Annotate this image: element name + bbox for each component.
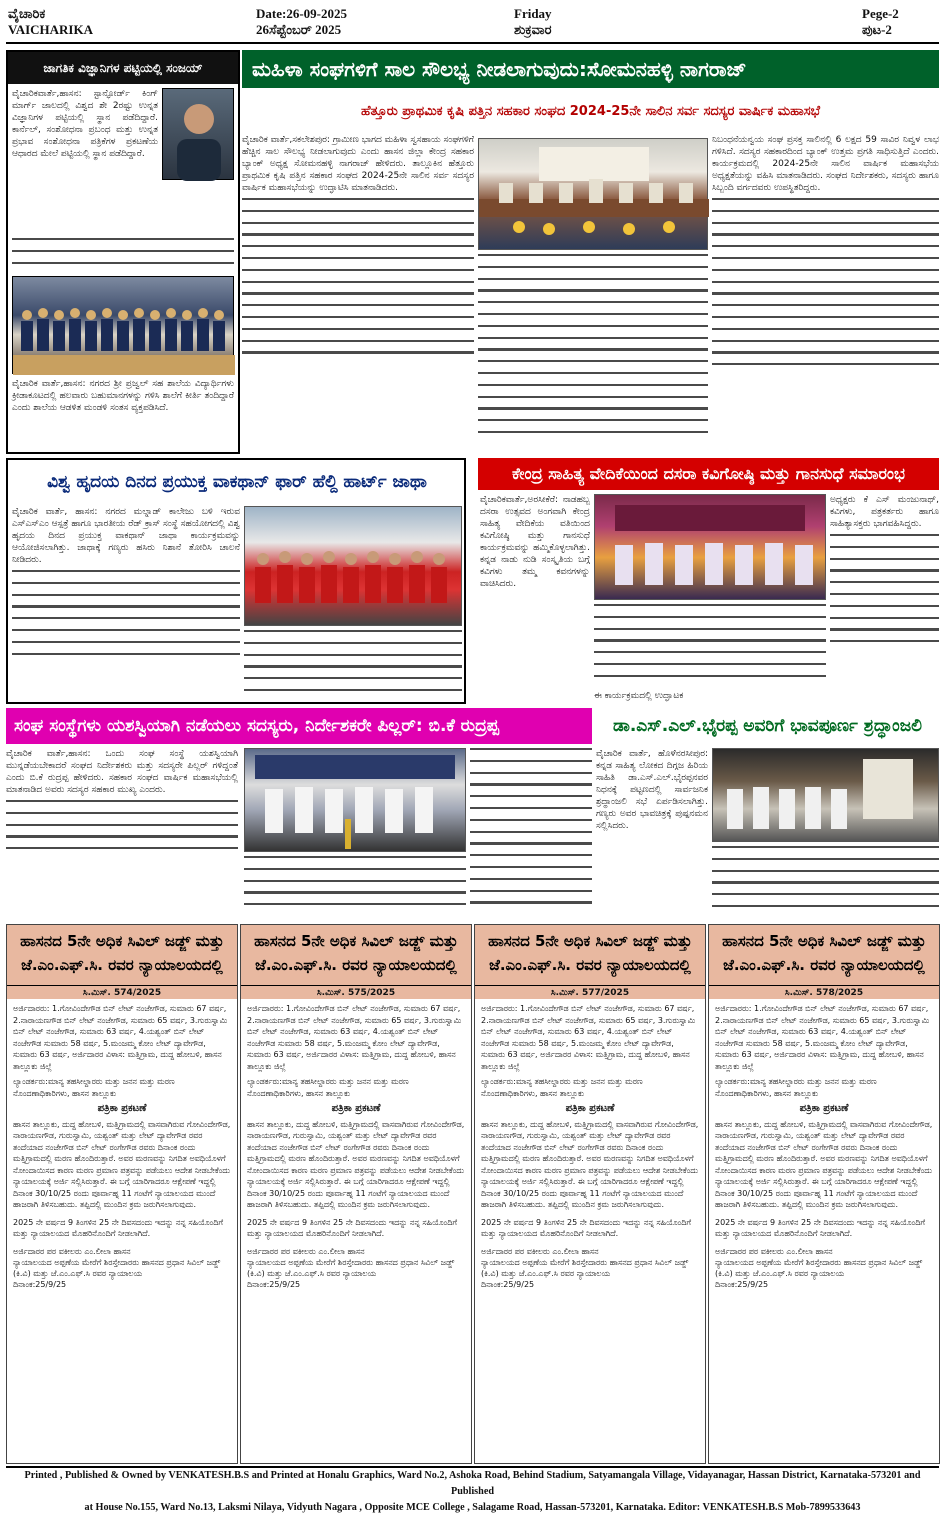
notice-date: ದಿನಾಂಕ:25/9/25 xyxy=(13,1279,67,1289)
story1-body: ವೈಚಾರಿಕವಾರ್ತೆ,ಹಾಸನ: ಸ್ಟಾನ್ಫೋರ್ಡ್ ಕಿಂಗ್ ಮಾರ್ಗ್ ಜಾಲದಲ್ಲಿ ವಿಶ್ವದ ಶೇ 2ರಷ್ಟು ಉನ್ನತ ವಿಜ್ಞಾನಿಗಳ ಪಟ್ಟಿಯಲ್ಲಿ ಸ್ಥಾನ ಪಡೆದಿದ್ದಾರೆ. ಕಾರ್ನೆಲ್, ಸಂಶೋಧನಾ ಪ್ರಬಂಧ ಮತ್ತು ಉನ್ನತ ಪ್ರಭಾವ ಸಂಶೋಧನಾ ಪತ್ರಿಕೆಗಳ ಪ್ರಕಟಣೆಯ ಆಧಾರದ ಮೇಲೆ ಪಟ್ಟಿಯಲ್ಲಿ ಸ್ಥಾನ ಪಡೆದಿದ್ದಾರೆ. xyxy=(12,89,158,159)
notice-text: ಹಾಸನ ತಾಲ್ಲೂಕು, ದುದ್ದ ಹೋಬಳಿ, ಮತ್ತಿಗ್ರಾಮದಲ್ಲಿ ವಾಸವಾಗಿರುವ ಗೋವಿಂದೇಗೌಡ, ನಾರಾಯಣಗೌಡ, ಗುರುಸ್ವಾಮಿ, ಯಶ್ವಂತ್ ಮತ್ತು ಲೇಟ್ ದ್ಯಾವೇಗೌಡ ರವರ ತಂದೆಯಾದ ನಂಜೇಗೌಡ ಬಿನ್ ಲೇಟ್ ರಂಗೇಗೌಡ ರವರು ದಿನಾಂಕ ರಂದು ಮತ್ತಿಗ್ರಾಮದಲ್ಲಿ ಮರಣ ಹೊಂದಿರುತ್ತಾರೆ. ಅವರ ಮರಣವನ್ನು ನಿಗದಿತ ಅವಧಿಯೊಳಗೆ ನೋಂದಾಯಿಸದ ಕಾರಣ ಮರಣ ಪ್ರಮಾಣ ಪತ್ರವನ್ನು ಪಡೆಯಲು ಆದೇಶ ನೀಡಬೇಕೆಂದು ನ್ಯಾಯಾಲಯಕ್ಕೆ ಅರ್ಜಿ ಸಲ್ಲಿಸಿರುತ್ತಾರೆ. ಈ ಬಗ್ಗೆ ಯಾರಿಗಾದರೂ ಆಕ್ಷೇಪಣೆ ಇದ್ದಲ್ಲಿ ದಿನಾಂಕ 30/10/25 ರಂದು ಪೂರ್ವಾಹ್ನ 11 ಗಂಟೆಗೆ ನ್ಯಾಯಾಲಯದ ಮುಂದೆ ಹಾಜರಾಗಿ ತಿಳಿಸಬಹುದು. ತಪ್ಪಿದಲ್ಲಿ ಮುಂದಿನ ಕ್ರಮ ಜರುಗಿಸಲಾಗುವುದು. xyxy=(13,1119,231,1209)
court-sign: ನ್ಯಾಯಾಲಯದ ಅಪ್ಪಣೆಯ ಮೇರೆಗೆ ಶಿರಸ್ತೇದಾರರು ಹಾಸನದ ಪ್ರಧಾನ ಸಿವಿಲ್ ಜಡ್ಜ್ (ಕಿ.ವಿ) ಮತ್ತು ಜೆ.ಎಂ.ಎಫ್.ಸಿ ರವರ ನ್ಯಾಯಾಲಯ xyxy=(13,1257,221,1278)
story5-body: ವೈಚಾರಿಕವಾರ್ತೆ,ಅರಸೀಕೆರೆ: ನಾಡಹಬ್ಬ ದಸರಾ ಉತ್ಸವದ ಅಂಗವಾಗಿ ಕೇಂದ್ರ ಸಾಹಿತ್ಯ ವೇದಿಕೆಯ ವತಿಯಿಂದ ಕವಿಗೋಷ್ಠಿ ಮತ್ತು ಗಾನಸುಧೆ ಕಾರ್ಯಕ್ರಮವನ್ನು ಹಮ್ಮಿಕೊಳ್ಳಲಾಗಿತ್ತು. ಕನ್ನಡ ನಾಡು ನುಡಿ ಸಂಸ್ಕೃತಿಯ ಬಗ್ಗೆ ಕವಿಗಳು ತಮ್ಮ ಕವನಗಳನ್ನು ವಾಚಿಸಿದರು. xyxy=(480,495,590,589)
masthead xyxy=(6,4,939,44)
case-number: ಸಿ.ಮಿಸ್. 574/2025 xyxy=(7,985,237,999)
legal-title: ಹಾಸನದ 5ನೇ ಅಧಿಕ ಸಿವಿಲ್ ಜಡ್ಜ್ ಮತ್ತು ಜೆ.ಎಂ.ಎಫ್.ಸಿ. ರವರ ನ್ಯಾಯಾಲಯದಲ್ಲಿ xyxy=(709,925,939,985)
cultural-event-icon xyxy=(595,495,827,601)
story1-text xyxy=(12,88,158,236)
story3-photo xyxy=(478,138,708,250)
story3-text-mid xyxy=(478,254,708,454)
legal-notice-3 xyxy=(474,924,706,1464)
court-sign: ನ್ಯಾಯಾಲಯದ ಅಪ್ಪಣೆಯ ಮೇರೆಗೆ ಶಿರಸ್ತೇದಾರರು ಹಾಸನದ ಪ್ರಧಾನ ಸಿವಿಲ್ ಜಡ್ಜ್ (ಕಿ.ವಿ) ಮತ್ತು ಜೆ.ಎಂ.ಎಫ್.ಸಿ ರವರ ನ್ಯಾಯಾಲಯ xyxy=(481,1257,689,1278)
story7-photo xyxy=(712,748,939,842)
given-line: 2025 ನೇ ವರ್ಷದ 9 ತಿಂಗಳಿನ 25 ನೇ ದಿವಸದಂದು ಇದನ್ನು ನನ್ನ ಸಹಿಯೊಂದಿಗೆ ಮತ್ತು ನ್ಯಾಯಾಲಯದ ಮೊಹರಿನೊಂದಿಗೆ ನೀಡಲಾಗಿದೆ. xyxy=(247,1217,458,1238)
story2-photo xyxy=(12,276,234,374)
legal-notice-4 xyxy=(708,924,940,1464)
given-line: 2025 ನೇ ವರ್ಷದ 9 ತಿಂಗಳಿನ 25 ನೇ ದಿವಸದಂದು ಇದನ್ನು ನನ್ನ ಸಹಿಯೊಂದಿಗೆ ಮತ್ತು ನ್ಯಾಯಾಲಯದ ಮೊಹರಿನೊಂದಿಗೆ ನೀಡಲಾಗಿದೆ. xyxy=(481,1217,692,1238)
issue-day xyxy=(514,4,862,42)
imprint-line-2: at House No.155, Ward No.13, Laksmi Nilaya, Vidyuth Nagara , Opposite MCE College , Salagame Road, Hassan-573201, Karnataka. Editor: VENKATESH.B.S Mob-7899533643 xyxy=(84,1502,861,1513)
notice-title: ಪತ್ರಿಕಾ ಪ್ರಕಟಣೆ xyxy=(97,1103,147,1114)
story3-text-left xyxy=(242,134,474,454)
story4-text xyxy=(12,506,240,700)
case-number: ಸಿ.ಮಿಸ್. 577/2025 xyxy=(475,985,705,999)
paper-name-en: VAICHARIKA xyxy=(8,22,93,37)
page-kn: ಪುಟ-2 xyxy=(862,22,892,37)
story4-headline: ವಿಶ್ವ ಹೃದಯ ದಿನದ ಪ್ರಯುಕ್ತ ವಾಕಥಾನ್ ಫಾರ್ ಹೆಲ್ದಿ ಹಾರ್ಟ್ ಜಾಥಾ xyxy=(47,472,427,492)
advocate: ಅರ್ಜಿದಾರರ ಪರ ವಕೀಲರು ಎಂ.ಲೀಲಾ ಹಾಸನ xyxy=(715,1246,833,1256)
respondent-details: ಲ್ಯಾಂಡರ್ಕರು:ಮಾನ್ಯ ತಹಸೀಲ್ದಾರರು ಮತ್ತು ಜನನ ಮತ್ತು ಮರಣ ನೊಂದಣಾಧಿಕಾರಿಗಳು, ಹಾಸನ ತಾಲ್ಲೂಕು xyxy=(715,1077,877,1098)
story7-text-cont xyxy=(712,846,939,918)
legal-title: ಹಾಸನದ 5ನೇ ಅಧಿಕ ಸಿವಿಲ್ ಜಡ್ಜ್ ಮತ್ತು ಜೆ.ಎಂ.ಎಫ್.ಸಿ. ರವರ ನ್ಯಾಯಾಲಯದಲ್ಲಿ xyxy=(7,925,237,985)
advocate: ಅರ್ಜಿದಾರರ ಪರ ವಕೀಲರು ಎಂ.ಲೀಲಾ ಹಾಸನ xyxy=(13,1246,131,1256)
applicant-details: ಅರ್ಜಿದಾರರು: 1.ಗೋವಿಂದೇಗೌಡ ಬಿನ್ ಲೇಟ್ ನಂಜೇಗೌಡ, ಸುಮಾರು 67 ವರ್ಷ, 2.ನಾರಾಯಣಗೌಡ ಬಿನ್ ಲೇಟ್ ನಂಜೇಗೌಡ, ಸುಮಾರು 65 ವರ್ಷ, 3.ಗುರುಸ್ವಾಮಿ ಬಿನ್ ಲೇಟ್ ನಂಜೇಗೌಡ, ಸುಮಾರು 63 ವರ್ಷ, 4.ಯಶ್ವಂತ್ ಬಿನ್ ಲೇಟ್ ನಂಜೇಗೌಡ ಸುಮಾರು 58 ವರ್ಷ, 5.ಮಂಜಮ್ಮ ಕೋಂ ಲೇಟ್ ದ್ಯಾವೇಗೌಡ, ಸುಮಾರು 63 ವರ್ಷ, ಅರ್ಜಿದಾರರ ವಿಳಾಸ: ಮತ್ತಿಗ್ರಾಮ, ದುದ್ದ ಹೋಬಳಿ, ಹಾಸನ ತಾಲ್ಲೂಕು ಜಿಲ್ಲೆ xyxy=(715,1004,930,1071)
legal-notice-2 xyxy=(240,924,472,1464)
story6-text-cont xyxy=(244,856,466,918)
advocate: ಅರ್ಜಿದಾರರ ಪರ ವಕೀಲರು ಎಂ.ಲೀಲಾ ಹಾಸನ xyxy=(481,1246,599,1256)
story2-caption-text: ವೈಚಾರಿಕ ವಾರ್ತೆ,ಹಾಸನ: ನಗರದ ಶ್ರೀ ಪ್ರಜ್ವಲ್ ಸಹ ಶಾಲೆಯ ವಿದ್ಯಾರ್ಥಿಗಳು ಕ್ರೀಡಾಕೂಟದಲ್ಲಿ ಹಲವಾರು ಬಹುಮಾನಗಳನ್ನು ಗಳಿಸಿ ಶಾಲೆಗೆ ಕೀರ್ತಿ ತಂದಿದ್ದಾರೆ ಎಂದು ಶಾಲೆಯ ಆಡಳಿತ ಮಂಡಳಿ ಸಂತಸ ವ್ಯಕ್ತಪಡಿಸಿದೆ. xyxy=(12,379,234,413)
notice-text: ಹಾಸನ ತಾಲ್ಲೂಕು, ದುದ್ದ ಹೋಬಳಿ, ಮತ್ತಿಗ್ರಾಮದಲ್ಲಿ ವಾಸವಾಗಿರುವ ಗೋವಿಂದೇಗೌಡ, ನಾರಾಯಣಗೌಡ, ಗುರುಸ್ವಾಮಿ, ಯಶ್ವಂತ್ ಮತ್ತು ಲೇಟ್ ದ್ಯಾವೇಗೌಡ ರವರ ತಂದೆಯಾದ ನಂಜೇಗೌಡ ಬಿನ್ ಲೇಟ್ ರಂಗೇಗೌಡ ರವರು ದಿನಾಂಕ ರಂದು ಮತ್ತಿಗ್ರಾಮದಲ್ಲಿ ಮರಣ ಹೊಂದಿರುತ್ತಾರೆ. ಅವರ ಮರಣವನ್ನು ನಿಗದಿತ ಅವಧಿಯೊಳಗೆ ನೋಂದಾಯಿಸದ ಕಾರಣ ಮರಣ ಪ್ರಮಾಣ ಪತ್ರವನ್ನು ಪಡೆಯಲು ಆದೇಶ ನೀಡಬೇಕೆಂದು ನ್ಯಾಯಾಲಯಕ್ಕೆ ಅರ್ಜಿ ಸಲ್ಲಿಸಿರುತ್ತಾರೆ. ಈ ಬಗ್ಗೆ ಯಾರಿಗಾದರೂ ಆಕ್ಷೇಪಣೆ ಇದ್ದಲ್ಲಿ ದಿನಾಂಕ 30/10/25 ರಂದು ಪೂರ್ವಾಹ್ನ 11 ಗಂಟೆಗೆ ನ್ಯಾಯಾಲಯದ ಮುಂದೆ ಹಾಜರಾಗಿ ತಿಳಿಸಬಹುದು. ತಪ್ಪಿದಲ್ಲಿ ಮುಂದಿನ ಕ್ರಮ ಜರುಗಿಸಲಾಗುವುದು. xyxy=(715,1119,933,1209)
story5-text xyxy=(480,494,590,702)
day-en: Friday xyxy=(514,6,552,21)
date-kn: 26ಸೆಪ್ಟೆಂಬರ್ 2025 xyxy=(256,22,342,37)
story4-photo xyxy=(244,506,462,626)
imprint-footer xyxy=(6,1466,939,1513)
given-line: 2025 ನೇ ವರ್ಷದ 9 ತಿಂಗಳಿನ 25 ನೇ ದಿವಸದಂದು ಇದನ್ನು ನನ್ನ ಸಹಿಯೊಂದಿಗೆ ಮತ್ತು ನ್ಯಾಯಾಲಯದ ಮೊಹರಿನೊಂದಿಗೆ ನೀಡಲಾಗಿದೆ. xyxy=(13,1217,224,1238)
story5-footnote: ಈ ಕಾರ್ಯಕ್ರಮದಲ್ಲಿ ಉದ್ಘಾಟಕ xyxy=(594,691,684,701)
story6-text-right xyxy=(470,748,592,918)
applicant-details: ಅರ್ಜಿದಾರರು: 1.ಗೋವಿಂದೇಗೌಡ ಬಿನ್ ಲೇಟ್ ನಂಜೇಗೌಡ, ಸುಮಾರು 67 ವರ್ಷ, 2.ನಾರಾಯಣಗೌಡ ಬಿನ್ ಲೇಟ್ ನಂಜೇಗೌಡ, ಸುಮಾರು 65 ವರ್ಷ, 3.ಗುರುಸ್ವಾಮಿ ಬಿನ್ ಲೇಟ್ ನಂಜೇಗೌಡ, ಸುಮಾರು 63 ವರ್ಷ, 4.ಯಶ್ವಂತ್ ಬಿನ್ ಲೇಟ್ ನಂಜೇಗೌಡ ಸುಮಾರು 58 ವರ್ಷ, 5.ಮಂಜಮ್ಮ ಕೋಂ ಲೇಟ್ ದ್ಯಾವೇಗೌಡ, ಸುಮಾರು 63 ವರ್ಷ, ಅರ್ಜಿದಾರರ ವಿಳಾಸ: ಮತ್ತಿಗ್ರಾಮ, ದುದ್ದ ಹೋಬಳಿ, ಹಾಸನ ತಾಲ್ಲೂಕು ಜಿಲ್ಲೆ xyxy=(13,1004,228,1071)
story1-text-cont xyxy=(12,238,234,272)
day-kn: ಶುಕ್ರವಾರ xyxy=(514,22,552,37)
respondent-details: ಲ್ಯಾಂಡರ್ಕರು:ಮಾನ್ಯ ತಹಸೀಲ್ದಾರರು ಮತ್ತು ಜನನ ಮತ್ತು ಮರಣ ನೊಂದಣಾಧಿಕಾರಿಗಳು, ಹಾಸನ ತಾಲ್ಲೂಕು xyxy=(13,1077,175,1098)
story6-text xyxy=(6,748,238,918)
notice-date: ದಿನಾಂಕ:25/9/25 xyxy=(247,1279,301,1289)
story6-headline: ಸಂಘ ಸಂಸ್ಥೆಗಳು ಯಶಸ್ವಿಯಾಗಿ ನಡೆಯಲು ಸದಸ್ಯರು, ನಿರ್ದೇಶಕರೇ ಪಿಲ್ಲರ್: ಬಿ.ಕೆ ರುದ್ರಪ್ಪ xyxy=(6,708,592,744)
applicant-details: ಅರ್ಜಿದಾರರು: 1.ಗೋವಿಂದೇಗೌಡ ಬಿನ್ ಲೇಟ್ ನಂಜೇಗೌಡ, ಸುಮಾರು 67 ವರ್ಷ, 2.ನಾರಾಯಣಗೌಡ ಬಿನ್ ಲೇಟ್ ನಂಜೇಗೌಡ, ಸುಮಾರು 65 ವರ್ಷ, 3.ಗುರುಸ್ವಾಮಿ ಬಿನ್ ಲೇಟ್ ನಂಜೇಗೌಡ, ಸುಮಾರು 63 ವರ್ಷ, 4.ಯಶ್ವಂತ್ ಬಿನ್ ಲೇಟ್ ನಂಜೇಗೌಡ ಸುಮಾರು 58 ವರ್ಷ, 5.ಮಂಜಮ್ಮ ಕೋಂ ಲೇಟ್ ದ್ಯಾವೇಗೌಡ, ಸುಮಾರು 63 ವರ್ಷ, ಅರ್ಜಿದಾರರ ವಿಳಾಸ: ಮತ್ತಿಗ್ರಾಮ, ದುದ್ದ ಹೋಬಳಿ, ಹಾಸನ ತಾಲ್ಲೂಕು ಜಿಲ್ಲೆ xyxy=(481,1004,696,1071)
left-column xyxy=(6,50,240,454)
advocate: ಅರ್ಜಿದಾರರ ಪರ ವಕೀಲರು ಎಂ.ಲೀಲಾ ಹಾಸನ xyxy=(247,1246,365,1256)
story3-headline: ಮಹಿಳಾ ಸಂಘಗಳಿಗೆ ಸಾಲ ಸೌಲಭ್ಯ ನೀಡಲಾಗುವುದು:ಸೋಮನಹಳ್ಳಿ ನಾಗರಾಜ್ xyxy=(242,50,939,88)
stage-event-icon xyxy=(479,139,709,251)
story3-left-body: ವೈಚಾರಿಕ ವಾರ್ತೆ,ಸಕಲೇಶಪುರ: ಗ್ರಾಮೀಣ ಭಾಗದ ಮಹಿಳಾ ಸ್ವಸಹಾಯ ಸಂಘಗಳಿಗೆ ಹೆಚ್ಚಿನ ಸಾಲ ಸೌಲಭ್ಯ ನೀಡಲಾಗುವುದು ಎಂದು ಹಾಸನ ಜಿಲ್ಲಾ ಕೇಂದ್ರ ಸಹಕಾರ ಬ್ಯಾಂಕ್ ಅಧ್ಯಕ್ಷ ಸೋಮನಹಳ್ಳಿ ನಾಗರಾಜ್ ಹೇಳಿದರು. ತಾಲ್ಲೂಕಿನ ಹೆತ್ತೂರು ಪ್ರಾಥಮಿಕ ಕೃಷಿ ಪತ್ತಿನ ಸಹಕಾರ ಸಂಘದ 2024-25ನೇ ಸಾಲಿನ ಸರ್ವ ಸದಸ್ಯರ ವಾರ್ಷಿಕ ಮಹಾಸಭೆಯನ್ನು ಉದ್ಘಾಟಿಸಿ ಮಾತನಾಡಿದರು. xyxy=(242,135,474,193)
case-number: ಸಿ.ಮಿಸ್. 578/2025 xyxy=(709,985,939,999)
paper-name xyxy=(6,4,256,42)
tribute-event-icon xyxy=(713,749,940,843)
notice-title: ಪತ್ರಿಕಾ ಪ್ರಕಟಣೆ xyxy=(331,1103,381,1114)
story5-text-mid xyxy=(594,604,826,688)
story5-box xyxy=(478,458,939,704)
lamp-lighting-icon xyxy=(245,749,467,853)
applicant-details: ಅರ್ಜಿದಾರರು: 1.ಗೋವಿಂದೇಗೌಡ ಬಿನ್ ಲೇಟ್ ನಂಜೇಗೌಡ, ಸುಮಾರು 67 ವರ್ಷ, 2.ನಾರಾಯಣಗೌಡ ಬಿನ್ ಲೇಟ್ ನಂಜೇಗೌಡ, ಸುಮಾರು 65 ವರ್ಷ, 3.ಗುರುಸ್ವಾಮಿ ಬಿನ್ ಲೇಟ್ ನಂಜೇಗೌಡ, ಸುಮಾರು 63 ವರ್ಷ, 4.ಯಶ್ವಂತ್ ಬಿನ್ ಲೇಟ್ ನಂಜೇಗೌಡ ಸುಮಾರು 58 ವರ್ಷ, 5.ಮಂಜಮ್ಮ ಕೋಂ ಲೇಟ್ ದ್ಯಾವೇಗೌಡ, ಸುಮಾರು 63 ವರ್ಷ, ಅರ್ಜಿದಾರರ ವಿಳಾಸ: ಮತ್ತಿಗ್ರಾಮ, ದುದ್ದ ಹೋಬಳಿ, ಹಾಸನ ತಾಲ್ಲೂಕು ಜಿಲ್ಲೆ xyxy=(247,1004,462,1071)
legal-body xyxy=(7,999,237,1294)
page-number xyxy=(862,4,939,42)
date-en: Date:26-09-2025 xyxy=(256,6,347,21)
story3-subheadline: ಹೆತ್ತೂರು ಪ್ರಾಥಮಿಕ ಕೃಷಿ ಪತ್ತಿನ ಸಹಕಾರ ಸಂಘದ 2024-25ನೇ ಸಾಲಿನ ಸರ್ವ ಸದಸ್ಯರ ವಾರ್ಷಿಕ ಮಹಾಸಭೆ xyxy=(360,104,821,119)
walkathon-group-icon xyxy=(245,507,463,627)
story4-body: ವೈಚಾರಿಕ ವಾರ್ತೆ, ಹಾಸನ: ನಗರದ ಮಲ್ನಾಡ್ ಕಾಲೇಜು ಬಳಿ ಇರುವ ಎಸ್ಎಸ್ಎಂ ಆಸ್ಪತ್ರೆ ಹಾಗೂ ಭಾರತೀಯ ರೆಡ್ ಕ್ರಾಸ್ ಸಂಸ್ಥೆ ಸಹಯೋಗದಲ್ಲಿ ವಿಶ್ವ ಹೃದಯ ದಿನದ ಪ್ರಯುಕ್ತ ವಾಕಥಾನ್ ಜಾಥಾ ಕಾರ್ಯಕ್ರಮವನ್ನು ಆಯೋಜಿಸಲಾಗಿತ್ತು. ಜಾಥಾಕ್ಕೆ ಗಣ್ಯರು ಹಸಿರು ನಿಶಾನೆ ತೋರಿಸಿ ಚಾಲನೆ ನೀಡಿದರು. xyxy=(12,507,240,565)
person-portrait-icon xyxy=(163,89,235,181)
story4-box xyxy=(6,458,466,704)
story5-headline: ಕೇಂದ್ರ ಸಾಹಿತ್ಯ ವೇದಿಕೆಯಿಂದ ದಸರಾ ಕವಿಗೋಷ್ಠಿ ಮತ್ತು ಗಾನಸುಧೆ ಸಮಾರಂಭ xyxy=(478,458,939,490)
case-number: ಸಿ.ಮಿಸ್. 575/2025 xyxy=(241,985,471,999)
story1-headline: ಜಾಗತಿಕ ವಿಜ್ಞಾನಿಗಳ ಪಟ್ಟಿಯಲ್ಲಿ ಸಂಜಯ್ xyxy=(8,52,238,84)
story3-text-right xyxy=(712,134,939,454)
notice-text: ಹಾಸನ ತಾಲ್ಲೂಕು, ದುದ್ದ ಹೋಬಳಿ, ಮತ್ತಿಗ್ರಾಮದಲ್ಲಿ ವಾಸವಾಗಿರುವ ಗೋವಿಂದೇಗೌಡ, ನಾರಾಯಣಗೌಡ, ಗುರುಸ್ವಾಮಿ, ಯಶ್ವಂತ್ ಮತ್ತು ಲೇಟ್ ದ್ಯಾವೇಗೌಡ ರವರ ತಂದೆಯಾದ ನಂಜೇಗೌಡ ಬಿನ್ ಲೇಟ್ ರಂಗೇಗೌಡ ರವರು ದಿನಾಂಕ ರಂದು ಮತ್ತಿಗ್ರಾಮದಲ್ಲಿ ಮರಣ ಹೊಂದಿರುತ್ತಾರೆ. ಅವರ ಮರಣವನ್ನು ನಿಗದಿತ ಅವಧಿಯೊಳಗೆ ನೋಂದಾಯಿಸದ ಕಾರಣ ಮರಣ ಪ್ರಮಾಣ ಪತ್ರವನ್ನು ಪಡೆಯಲು ಆದೇಶ ನೀಡಬೇಕೆಂದು ನ್ಯಾಯಾಲಯಕ್ಕೆ ಅರ್ಜಿ ಸಲ್ಲಿಸಿರುತ್ತಾರೆ. ಈ ಬಗ್ಗೆ ಯಾರಿಗಾದರೂ ಆಕ್ಷೇಪಣೆ ಇದ್ದಲ್ಲಿ ದಿನಾಂಕ 30/10/25 ರಂದು ಪೂರ್ವಾಹ್ನ 11 ಗಂಟೆಗೆ ನ್ಯಾಯಾಲಯದ ಮುಂದೆ ಹಾಜರಾಗಿ ತಿಳಿಸಬಹುದು. ತಪ್ಪಿದಲ್ಲಿ ಮುಂದಿನ ಕ್ರಮ ಜರುಗಿಸಲಾಗುವುದು. xyxy=(481,1119,699,1209)
story6-body: ವೈಚಾರಿಕ ವಾರ್ತೆ,ಹಾಸನ: ಒಂದು ಸಂಘ ಸಂಸ್ಥೆ ಯಶಸ್ವಿಯಾಗಿ ಮುನ್ನಡೆಯಬೇಕಾದರೆ ಸಂಘದ ನಿರ್ದೇಶಕರು ಮತ್ತು ಸದಸ್ಯರೇ ಪಿಲ್ಲರ್ ಗಳಿದ್ದಂತೆ ಎಂದು ಬಿ.ಕೆ ರುದ್ರಪ್ಪ ಹೇಳಿದರು. ಸಹಕಾರ ಸಂಘದ ವಾರ್ಷಿಕ ಮಹಾಸಭೆಯಲ್ಲಿ ಮಾತನಾಡಿದ ಅವರು ಸದಸ್ಯರ ಸಹಕಾರ ಮುಖ್ಯ ಎಂದರು. xyxy=(6,749,238,795)
story6-photo xyxy=(244,748,466,852)
story7-body: ವೈಚಾರಿಕ ವಾರ್ತೆ, ಹೊಳೆನರಸೀಪುರ: ಕನ್ನಡ ಸಾಹಿತ್ಯ ಲೋಕದ ದಿಗ್ಗಜ ಹಿರಿಯ ಸಾಹಿತಿ ಡಾ.ಎಸ್.ಎಲ್.ಭೈರಪ್ಪನವರ ನಿಧನಕ್ಕೆ ಪಟ್ಟಣದಲ್ಲಿ ಸಾರ್ವಜನಿಕ ಶ್ರದ್ಧಾಂಜಲಿ ಸಭೆ ಏರ್ಪಡಿಸಲಾಗಿತ್ತು. ಗಣ್ಯರು ಅವರ ಭಾವಚಿತ್ರಕ್ಕೆ ಪುಷ್ಪನಮನ ಸಲ್ಲಿಸಿದರು. xyxy=(596,749,708,831)
paper-name-kn: ವೈಚಾರಿಕ xyxy=(8,6,46,21)
legal-body xyxy=(709,999,939,1294)
story5-text-right xyxy=(830,494,939,702)
imprint-line-1: Printed , Published & Owned by VENKATESH.B.S and Printed at Honalu Graphics, Ward No.2, Ashoka Road, Behind Stadium, Satyamangala Village, Vidayanagar, Hassan District, Karnataka-573201 and Published xyxy=(24,1470,921,1497)
notice-title: ಪತ್ರಿಕಾ ಪ್ರಕಟಣೆ xyxy=(799,1103,849,1114)
legal-body xyxy=(475,999,705,1294)
legal-notice-1 xyxy=(6,924,238,1464)
story7-headline: ಡಾ.ಎಸ್.ಎಲ್.ಭೈರಪ್ಪ ಅವರಿಗೆ ಭಾವಪೂರ್ಣ ಶ್ರದ್ಧಾಂಜಲಿ xyxy=(613,716,922,736)
notice-title: ಪತ್ರಿಕಾ ಪ್ರಕಟಣೆ xyxy=(565,1103,615,1114)
story7-text xyxy=(596,748,708,918)
story2-caption xyxy=(12,378,234,450)
story5-photo xyxy=(594,494,826,600)
respondent-details: ಲ್ಯಾಂಡರ್ಕರು:ಮಾನ್ಯ ತಹಸೀಲ್ದಾರರು ಮತ್ತು ಜನನ ಮತ್ತು ಮರಣ ನೊಂದಣಾಧಿಕಾರಿಗಳು, ಹಾಸನ ತಾಲ್ಲೂಕು xyxy=(481,1077,643,1098)
story1-photo xyxy=(162,88,234,180)
story4-text-cont xyxy=(244,630,462,700)
court-sign: ನ್ಯಾಯಾಲಯದ ಅಪ್ಪಣೆಯ ಮೇರೆಗೆ ಶಿರಸ್ತೇದಾರರು ಹಾಸನದ ಪ್ರಧಾನ ಸಿವಿಲ್ ಜಡ್ಜ್ (ಕಿ.ವಿ) ಮತ್ತು ಜೆ.ಎಂ.ಎಫ್.ಸಿ ರವರ ನ್ಯಾಯಾಲಯ xyxy=(247,1257,455,1278)
court-sign: ನ್ಯಾಯಾಲಯದ ಅಪ್ಪಣೆಯ ಮೇರೆಗೆ ಶಿರಸ್ತೇದಾರರು ಹಾಸನದ ಪ್ರಧಾನ ಸಿವಿಲ್ ಜಡ್ಜ್ (ಕಿ.ವಿ) ಮತ್ತು ಜೆ.ಎಂ.ಎಫ್.ಸಿ ರವರ ನ್ಯಾಯಾಲಯ xyxy=(715,1257,923,1278)
notice-date: ದಿನಾಂಕ:25/9/25 xyxy=(715,1279,769,1289)
story5-tail: ಅಧ್ಯಕ್ಷರು ಕೆ ಎಸ್ ಮಂಜುನಾಥ್, ಕವಿಗಳು, ಪತ್ರಕರ್ತರು ಹಾಗೂ ಸಾಹಿತ್ಯಾಸಕ್ತರು ಭಾಗವಹಿಸಿದ್ದರು. xyxy=(830,495,939,529)
page-en: Pege-2 xyxy=(862,6,899,21)
legal-body xyxy=(241,999,471,1294)
legal-title: ಹಾಸನದ 5ನೇ ಅಧಿಕ ಸಿವಿಲ್ ಜಡ್ಜ್ ಮತ್ತು ಜೆ.ಎಂ.ಎಫ್.ಸಿ. ರವರ ನ್ಯಾಯಾಲಯದಲ್ಲಿ xyxy=(241,925,471,985)
legal-title: ಹಾಸನದ 5ನೇ ಅಧಿಕ ಸಿವಿಲ್ ಜಡ್ಜ್ ಮತ್ತು ಜೆ.ಎಂ.ಎಫ್.ಸಿ. ರವರ ನ್ಯಾಯಾಲಯದಲ್ಲಿ xyxy=(475,925,705,985)
issue-date xyxy=(256,4,514,42)
notice-date: ದಿನಾಂಕ:25/9/25 xyxy=(481,1279,535,1289)
given-line: 2025 ನೇ ವರ್ಷದ 9 ತಿಂಗಳಿನ 25 ನೇ ದಿವಸದಂದು ಇದನ್ನು ನನ್ನ ಸಹಿಯೊಂದಿಗೆ ಮತ್ತು ನ್ಯಾಯಾಲಯದ ಮೊಹರಿನೊಂದಿಗೆ ನೀಡಲಾಗಿದೆ. xyxy=(715,1217,926,1238)
respondent-details: ಲ್ಯಾಂಡರ್ಕರು:ಮಾನ್ಯ ತಹಸೀಲ್ದಾರರು ಮತ್ತು ಜನನ ಮತ್ತು ಮರಣ ನೊಂದಣಾಧಿಕಾರಿಗಳು, ಹಾಸನ ತಾಲ್ಲೂಕು xyxy=(247,1077,409,1098)
story3-right-body: ನಿಬಂಧನೆಯನ್ವಯ ಸಂಘ ಪ್ರಸಕ್ತ ಸಾಲಿನಲ್ಲಿ 6 ಲಕ್ಷದ 59 ಸಾವಿರ ನಿವ್ವಳ ಲಾಭ ಗಳಿಸಿದೆ. ಸದಸ್ಯರ ಸಹಕಾರದಿಂದ ಬ್ಯಾಂಕ್ ಉತ್ತಮ ಪ್ರಗತಿ ಸಾಧಿಸುತ್ತಿದೆ ಎಂದರು. ಕಾರ್ಯಕ್ರಮದಲ್ಲಿ 2024-25ನೇ ಸಾಲಿನ ವಾರ್ಷಿಕ ಮಹಾಸಭೆಯ ಅಧ್ಯಕ್ಷತೆಯನ್ನು ವಹಿಸಿ ಮಾತನಾಡಿದರು. ಸಂಘದ ನಿರ್ದೇಶಕರು, ಸದಸ್ಯರು ಹಾಗೂ ಸಿಬ್ಬಂದಿ ವರ್ಗದವರು ಉಪಸ್ಥಿತರಿದ್ದರು. xyxy=(712,135,939,193)
group-photo-icon xyxy=(13,277,235,375)
notice-text: ಹಾಸನ ತಾಲ್ಲೂಕು, ದುದ್ದ ಹೋಬಳಿ, ಮತ್ತಿಗ್ರಾಮದಲ್ಲಿ ವಾಸವಾಗಿರುವ ಗೋವಿಂದೇಗೌಡ, ನಾರಾಯಣಗೌಡ, ಗುರುಸ್ವಾಮಿ, ಯಶ್ವಂತ್ ಮತ್ತು ಲೇಟ್ ದ್ಯಾವೇಗೌಡ ರವರ ತಂದೆಯಾದ ನಂಜೇಗೌಡ ಬಿನ್ ಲೇಟ್ ರಂಗೇಗೌಡ ರವರು ದಿನಾಂಕ ರಂದು ಮತ್ತಿಗ್ರಾಮದಲ್ಲಿ ಮರಣ ಹೊಂದಿರುತ್ತಾರೆ. ಅವರ ಮರಣವನ್ನು ನಿಗದಿತ ಅವಧಿಯೊಳಗೆ ನೋಂದಾಯಿಸದ ಕಾರಣ ಮರಣ ಪ್ರಮಾಣ ಪತ್ರವನ್ನು ಪಡೆಯಲು ಆದೇಶ ನೀಡಬೇಕೆಂದು ನ್ಯಾಯಾಲಯಕ್ಕೆ ಅರ್ಜಿ ಸಲ್ಲಿಸಿರುತ್ತಾರೆ. ಈ ಬಗ್ಗೆ ಯಾರಿಗಾದರೂ ಆಕ್ಷೇಪಣೆ ಇದ್ದಲ್ಲಿ ದಿನಾಂಕ 30/10/25 ರಂದು ಪೂರ್ವಾಹ್ನ 11 ಗಂಟೆಗೆ ನ್ಯಾಯಾಲಯದ ಮುಂದೆ ಹಾಜರಾಗಿ ತಿಳಿಸಬಹುದು. ತಪ್ಪಿದಲ್ಲಿ ಮುಂದಿನ ಕ್ರಮ ಜರುಗಿಸಲಾಗುವುದು. xyxy=(247,1119,465,1209)
